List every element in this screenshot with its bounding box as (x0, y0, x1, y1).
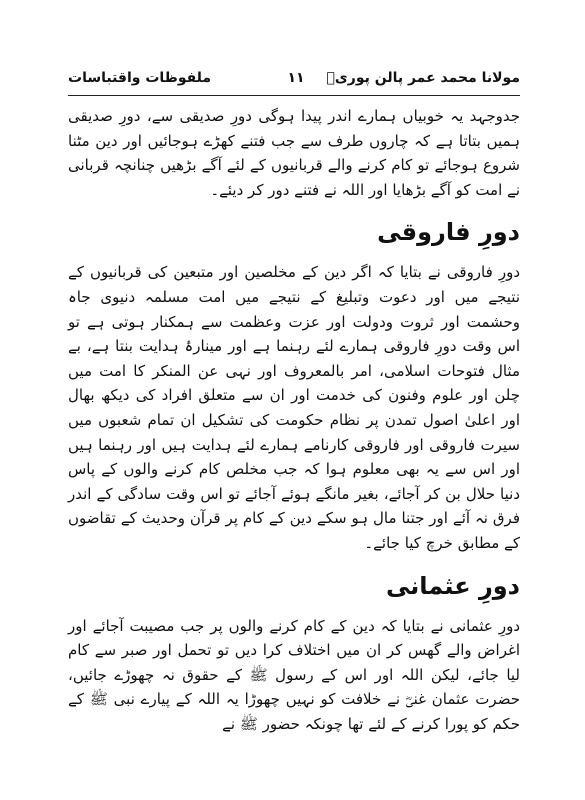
paragraph-usmani: دورِ عثمانی نے بتایا کہ دین کے کام کرنے والوں پر جب مصیبت آجائے اور اغراض والے گھس کر ان میں اختلاف کرا دیں تو تحمل اور صبر سے کام لیا جائے، لیکن اللہ اور اس کے رسول ﷺ کے حقوق نہ چھوڑے جائیں، حضرت عثمان غنیؓ نے خلافت کو نہیں چھوڑا یہ اللہ کے پیارے نبی ﷺ کے حکم کو پورا کرنے کے لئے تھا چونکہ حضور ﷺ نے (68, 616, 520, 733)
paragraph-farooqi: دورِ فاروقی نے بتایا کہ اگر دین کے مخلصین اور متبعین کی قربانیوں کے نتیجے میں اور دعوت وتبلیغ کے نتیجے میں امت مسلمہ دنیوی جاہ وحشمت اور ثروت ودولت اور عزت وعظمت سے ہمکنار ہوتی ہے تو اس وقت دورِ فاروقی ہمارے لئے رہنما ہے اور مینارۂ ہدایت بنتا ہے، بے مثال فتوحات اسلامی، امر بالمعروف اور نہی عن المنکر کا امت میں چلن اور علوم وفنون کی خدمت اور ان سے متعلق افراد کی دیکھ بھال اور اعلیٰ اصول تمدن پر نظام حکومت کی تشکیل ان تمام شعبوں میں سیرت فاروقی اور فاروقی کارنامے ہمارے لئے ہدایت ہیں اور رہنما ہیں اور اس سے یہ بھی معلوم ہوا کہ جب مخلص کام کرنے والوں کے پاس دنیا حلال بن کر آجائے، بغیر مانگے ہوئے آجائے تو اس وقت سادگی کے اندر فرق نہ آئے اور جتنا مال ہو سکے دین کے کام پر قرآن وحدیث کے تقاضوں کے مطابق خرچ کیا جائے۔ (68, 263, 520, 552)
section-heading-farooqi: دورِ فاروقی (377, 218, 520, 247)
paragraph-intro: جدوجہد یہ خوبیاں ہمارے اندر پیدا ہوگی دورِ صدیقی سے، دورِ صدیقی ہمیں بتاتا ہے کہ چاروں طرف سے جب فتنے کھڑے ہوجائیں اور دین مٹنا شروع ہوجائے تو کام کرنے والے قربانیوں کے لئے آگے بڑھیں چنانچہ قربانی نے امت کو آگے بڑھایا اور اللہ نے فتنے دور کر دیئے۔ (68, 107, 520, 199)
page-body (68, 104, 520, 736)
section-heading-usmani: دورِ عثمانی (386, 571, 520, 600)
header-rule (68, 95, 520, 96)
header-author: مولانا محمد عمر پالن پوریؒ (326, 70, 520, 86)
header-book-title: ملفوظات واقتباسات (68, 70, 212, 86)
page-number: ۱۱ (287, 70, 305, 86)
running-header (68, 66, 520, 92)
